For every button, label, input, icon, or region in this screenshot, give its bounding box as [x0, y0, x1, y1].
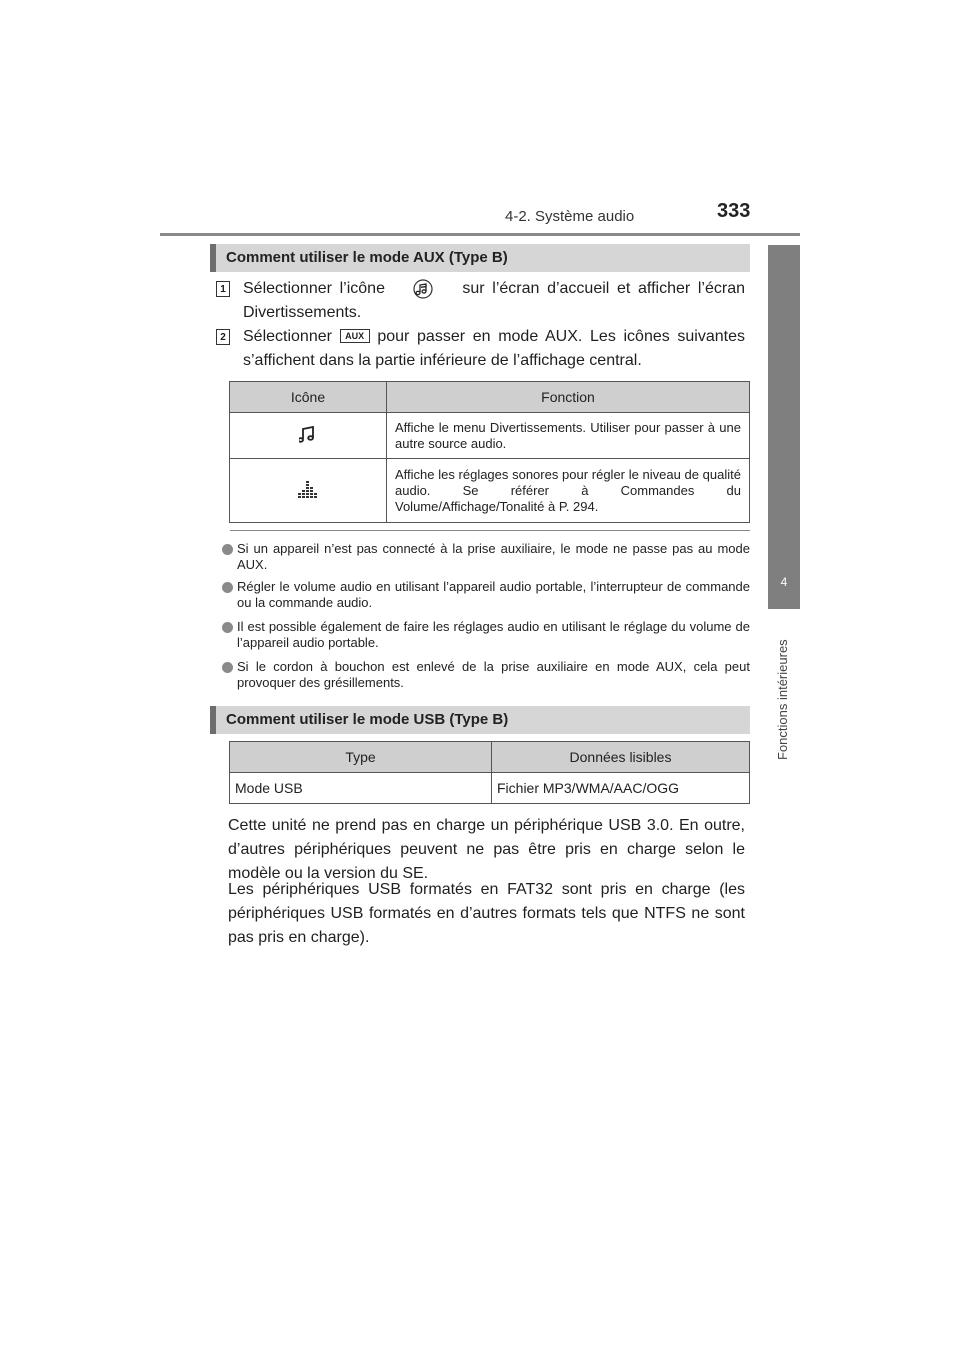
table-cell-text: Affiche le menu Divertissements. Utiliser pour passer à une autre source audio. — [387, 413, 750, 459]
divider — [230, 530, 750, 531]
note-text: Si un appareil n’est pas connecté à la prise auxiliaire, le mode ne passe pas au mode AUX. — [237, 541, 750, 572]
icon-table — [229, 381, 750, 523]
header-function: Fonction — [387, 382, 750, 413]
note-text: Il est possible également de faire les réglages audio en utilisant le réglage du volume de l’appareil audio portable. — [237, 619, 750, 650]
chapter-tab — [768, 245, 800, 609]
chapter-label-text: Fonctions intérieures — [775, 639, 790, 760]
step-2-before: Sélectionner — [243, 328, 332, 345]
header-readable-data: Données lisibles — [492, 742, 750, 773]
music-note-icon — [413, 279, 433, 299]
page-number: 333 — [717, 200, 751, 222]
chapter-label — [770, 620, 790, 760]
step-number-2: 2 — [216, 329, 230, 345]
step-number-1: 1 — [216, 281, 230, 297]
bullet-icon — [222, 662, 233, 673]
table-cell: Mode USB — [230, 773, 492, 804]
note-item — [222, 619, 750, 651]
bullet-icon — [222, 622, 233, 633]
header-rule — [160, 233, 800, 236]
table-cell-icon — [230, 459, 387, 523]
chapter-number: 4 — [780, 575, 788, 589]
step-2-after: pour passer en mode AUX. Les icônes suivantes s’affichent dans la partie inférieure de l’affichage central. — [243, 328, 746, 369]
usb-paragraph-1: Cette unité ne prend pas en charge un périphérique USB 3.0. En outre, d’autres périphériques peuvent ne pas être pris en charge selon le modèle ou la version du SE. — [228, 817, 745, 882]
step-1-after: sur l’écran d’accueil et afficher l’écran Divertissements. — [243, 280, 746, 321]
note-text: Si le cordon à bouchon est enlevé de la prise auxiliaire en mode AUX, cela peut provoquer des grésillements. — [237, 659, 750, 690]
step-1-before: Sélectionner l’icône — [243, 280, 385, 297]
header-type: Type — [230, 742, 492, 773]
icon-table-header — [230, 382, 750, 413]
section-header: 4-2. Système audio — [505, 208, 635, 225]
bullet-icon — [222, 544, 233, 555]
table-cell-text: Affiche les réglages sonores pour régler le niveau de qualité audio. Se référer à Commandes du Volume/Affichage/Tonalité à P. 294. — [387, 459, 750, 523]
equalizer-icon — [296, 487, 320, 502]
section-title-aux: Comment utiliser le mode AUX (Type B) — [210, 244, 750, 272]
step-2-text — [243, 325, 745, 373]
note-item — [222, 541, 750, 573]
header-icon: Icône — [230, 382, 387, 413]
section-title-usb: Comment utiliser le mode USB (Type B) — [210, 706, 750, 734]
note-text: Régler le volume audio en utilisant l’appareil audio portable, l’interrupteur de commande ou la commande audio. — [237, 579, 750, 610]
table-cell-icon — [230, 413, 387, 459]
aux-button-icon: AUX — [340, 329, 370, 343]
note-item — [222, 659, 750, 691]
music-note-icon — [299, 432, 317, 447]
table-cell: Fichier MP3/WMA/AAC/OGG — [492, 773, 750, 804]
usb-table-header — [230, 742, 750, 773]
table-row — [230, 459, 750, 523]
note-item — [222, 579, 750, 611]
step-1-text — [243, 277, 745, 325]
table-row — [230, 413, 750, 459]
bullet-icon — [222, 582, 233, 593]
usb-table — [229, 741, 750, 804]
table-row — [230, 773, 750, 804]
usb-paragraph-2: Les périphériques USB formatés en FAT32 sont pris en charge (les périphériques USB formatés en d’autres formats tels que NTFS ne sont pas pris en charge). — [228, 881, 745, 946]
